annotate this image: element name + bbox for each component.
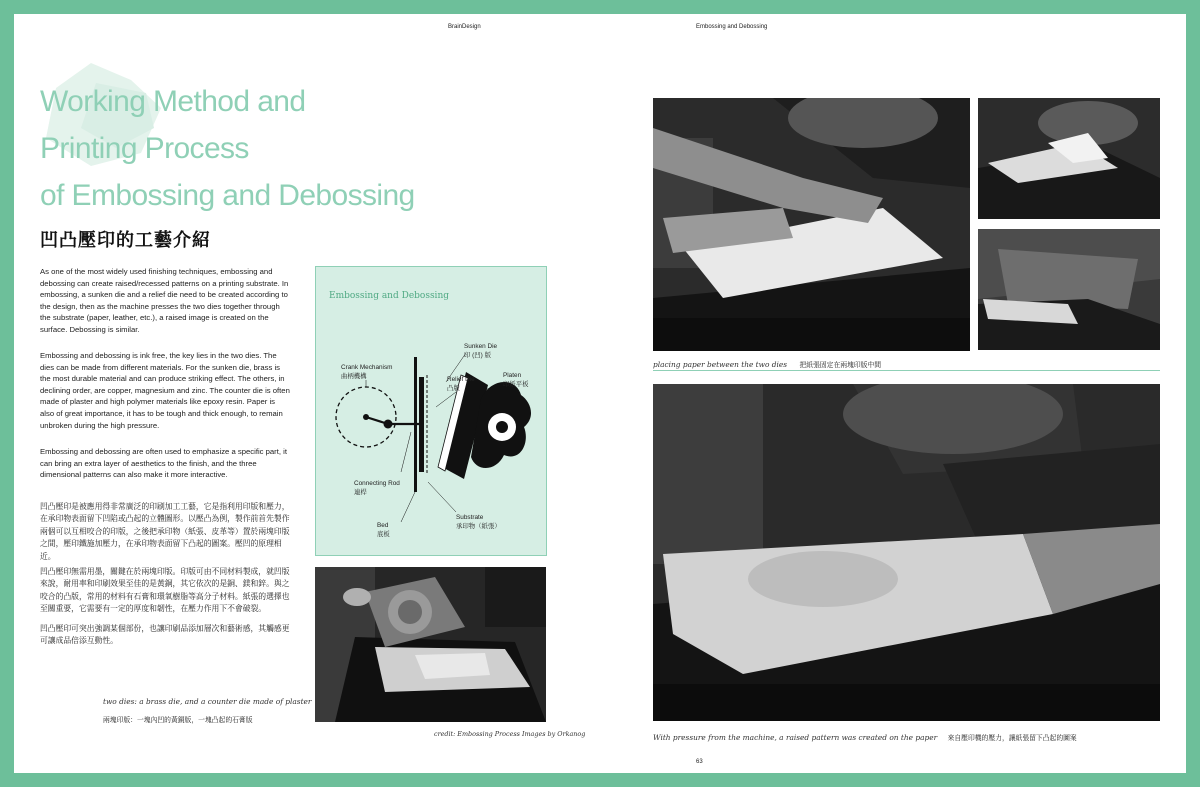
caption-pressure: [653, 727, 1077, 745]
photo-credit: credit: Embossing Process Images by Orkanog: [434, 730, 586, 738]
running-header-left: BrainDesign: [448, 24, 481, 30]
page-number: 63: [696, 759, 703, 765]
body-en-paragraph: As one of the most widely used finishing techniques, embossing and debossing can create raised/recessed patterns on a printing substrate. In embossing, a sunken die and a relief die need to be created according to the design, then as the machine presses the two dies together through the substrate (paper, leather, etc.), a raised image is created on the surface. Debossing is similar.: [40, 267, 289, 334]
title-line: Working Method and: [40, 85, 306, 118]
caption-pressure-zh: 來自壓印機的壓力，讓紙張留下凸起的圖案: [947, 735, 1077, 742]
article-title: [40, 78, 415, 219]
photo-detail-2: [978, 229, 1160, 350]
diagram-title: Embossing and Debossing: [329, 291, 449, 301]
magazine-spread: [14, 14, 1186, 773]
body-en-paragraph: Embossing and debossing are often used to emphasize a specific part, it can bring an extra layer of aesthetics to the finish, and the three dimensional patterns can also make it more interactive.: [40, 447, 287, 480]
label-crank-mechanism: Crank Mechanism 曲柄機構: [341, 364, 393, 380]
divider-rule: [653, 370, 1160, 371]
title-line: of Embossing and Debossing: [40, 179, 415, 212]
body-en-paragraph: Embossing and debossing is ink free, the key lies in the two dies. The dies can be made from different materials. For the sunken die, brass is the most durable material and can produce striking effect. The others, in declining order, are copper, magnesium and zinc. The counter die is often made of plaster and high polymer materials like epoxy resin. Paper is also of great importance, it has to be tough and thick enough, to remain unbroken during the high pressure.: [40, 351, 290, 430]
caption-placing-zh: 把紙張固定在兩塊印版中間: [799, 362, 882, 369]
photo-two-dies: [315, 567, 546, 722]
running-header-right: Embossing and Debossing: [696, 24, 768, 30]
label-substrate: Substrate 承印物（紙張）: [456, 514, 501, 530]
embossing-diagram: [315, 266, 547, 556]
caption-pressure-en: With pressure from the machine, a raised pattern was created on the paper: [653, 733, 938, 742]
label-relief-die: Relief Die 凸版: [447, 376, 475, 392]
body-zh-paragraph: 凹凸壓印是被應用得非常廣泛的印刷加工工藝，它是指利用印版和壓力，在承印物表面留下凹陷或凸起的立體圖形。以壓凸為例，製作前首先製作兩個可以互相咬合的印版，之後把承印物（紙張、皮革等）置於兩塊印版之間，壓印鐵施加壓力，在承印物表面留下凸起的圖案。壓凹的原理相近。: [40, 502, 290, 561]
label-connecting-rod: Connecting Rod 連桿: [354, 480, 400, 496]
label-bed: Bed 底板: [377, 522, 390, 538]
caption-dies-zh: 兩塊印版：一塊內凹的黃銅版，一塊凸起的石膏版: [103, 717, 253, 724]
article-subtitle: 凹凸壓印的工藝介紹: [40, 230, 211, 250]
photo-detail-1: [978, 98, 1160, 219]
body-zh-paragraph: 凹凸壓印可突出強調某個部份，也讓印刷品添加層次和藝術感，其觸感更可讓成品倍添互動性。: [40, 624, 290, 646]
press-mechanism-icon: [316, 267, 546, 555]
caption-dies-en: two dies: a brass die, and a counter die made of plaster: [103, 697, 312, 706]
photo-raised-pattern: [653, 384, 1160, 721]
photo-placing-paper: [653, 98, 970, 351]
body-zh-paragraph: 凹凸壓印無需用墨，關鍵在於兩塊印版。印版可由不同材料製成，就凹版來說，耐用率和印刷效果至佳的是黃銅，其它依次的是銅、鎂和鋅。與之咬合的凸版，常用的材料有石膏和環氧樹脂等高分子材料。紙張的選擇也至關重要，它需要有一定的厚度和韌性，在壓力作用下不會破裂。: [40, 567, 290, 614]
caption-placing-en: placing paper between the two dies: [653, 360, 788, 369]
label-sunken-die: Sunken Die 印 (凹) 版: [464, 343, 498, 359]
title-line: Printing Process: [40, 132, 249, 165]
label-platen: Platen 印紙平板: [503, 372, 529, 388]
